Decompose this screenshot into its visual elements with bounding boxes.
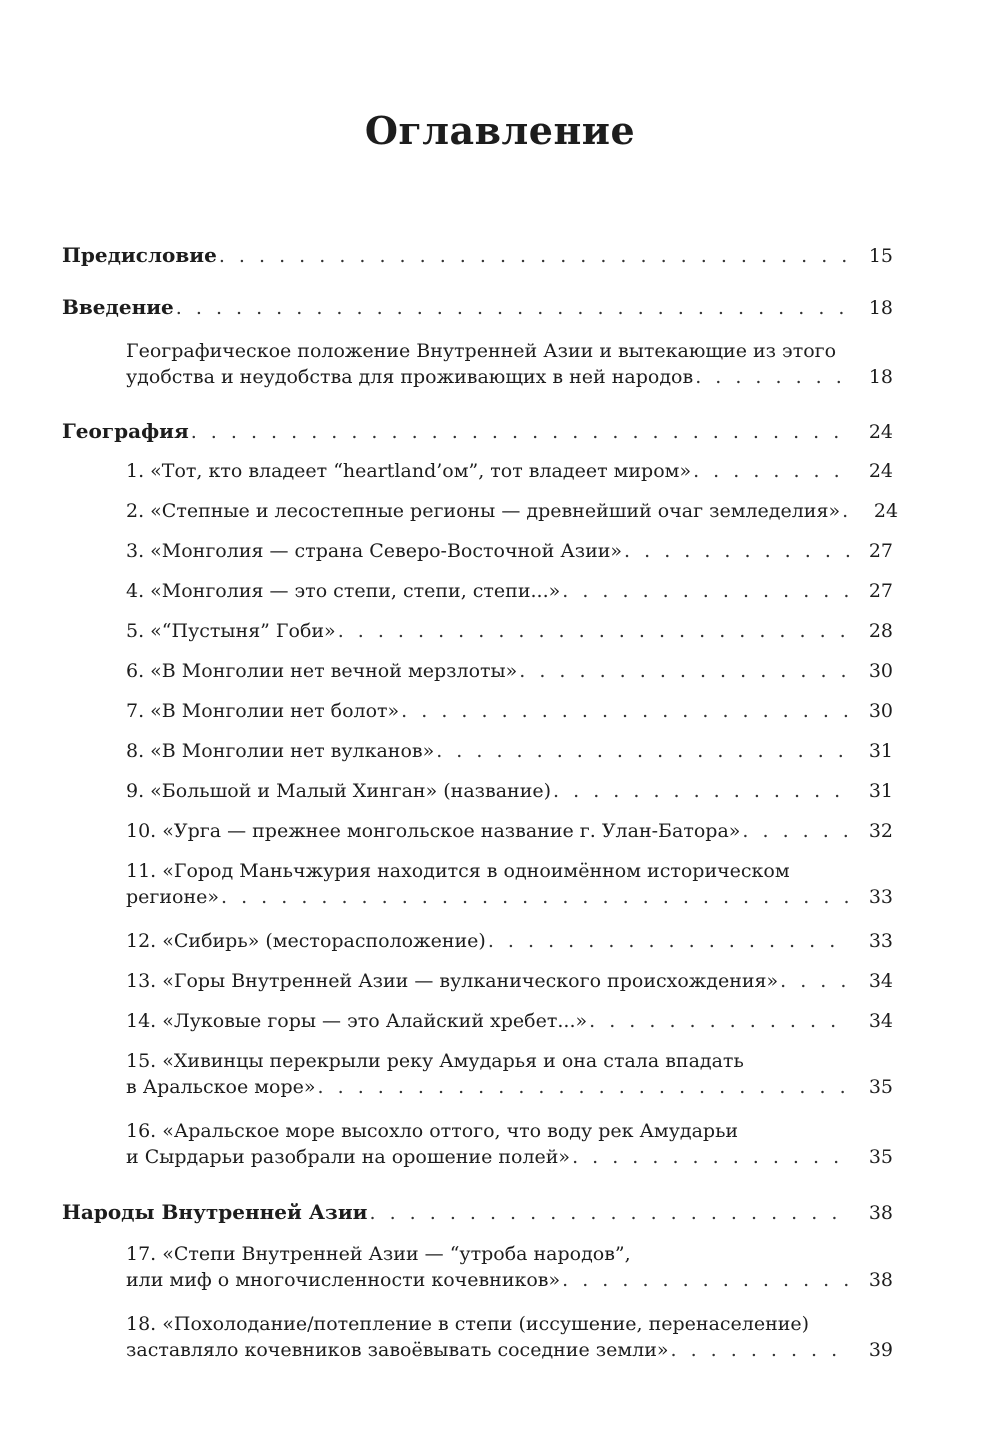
toc-entry-text: Предисловие [62,243,217,267]
toc-entry[interactable] [126,1118,893,1170]
dot-leader [221,884,851,910]
toc-entry[interactable] [126,818,893,844]
toc-entry-line [62,418,893,445]
toc-entry-line [126,1048,893,1074]
page-number: 28 [868,620,893,642]
dot-leader [401,698,851,724]
toc-section-entry[interactable] [62,294,893,321]
toc-entry[interactable] [126,658,893,684]
page-number: 15 [868,245,893,267]
page-number: 35 [868,1146,893,1168]
toc-entry[interactable] [126,858,893,910]
toc-entry[interactable] [126,968,893,994]
toc-entry-line [126,818,893,844]
page-number: 18 [868,366,893,388]
page-number: 24 [868,460,893,482]
toc-section-entry[interactable] [62,418,893,445]
toc-entry-text: 6. «В Монголии нет вечной мерзлоты» [126,660,518,682]
dot-leader [572,1144,851,1170]
toc-entry-line [62,242,893,269]
page-number: 38 [868,1269,893,1291]
toc-entry-line [126,1311,893,1337]
toc-entry[interactable] [126,578,893,604]
toc-entry-text: 3. «Монголия — страна Северо-Восточной Азии» [126,540,623,562]
dot-leader [436,738,851,764]
toc-entry-text: География [62,419,189,443]
toc-entry-text: 18. «Похолодание/потепление в степи (иссушение, перенаселение) [126,1313,810,1335]
dot-leader [519,658,851,684]
toc-entry-text: заставляло кочевников завоёвывать соседние земли» [126,1339,669,1361]
toc-entry-text: Географическое положение Внутренней Азии и вытекающие из этого [126,340,837,362]
toc-entry-line [126,1241,893,1267]
toc-entry-text: и Сырдарьи разобрали на орошение полей» [126,1146,571,1168]
toc-entry[interactable] [126,778,893,804]
toc-entry-line [126,738,893,764]
toc-entry[interactable] [126,1241,893,1293]
toc-entry-line [126,364,893,390]
dot-leader [553,778,851,804]
dot-leader [624,538,851,564]
toc-entry[interactable] [126,698,893,724]
dot-leader [562,1267,851,1293]
dot-leader [176,295,851,321]
toc-entry-line [126,1118,893,1144]
dot-leader [370,1200,852,1226]
toc-entry-text: 8. «В Монголии нет вулканов» [126,740,435,762]
toc-entry-text: 11. «Город Маньчжурия находится в одноимённом историческом [126,860,790,882]
toc-entry-text: 2. «Степные и лесостепные регионы — древнейший очаг земледелия» [126,500,841,522]
dot-leader [842,498,856,524]
page-number: 39 [868,1339,893,1361]
toc-entry-line [126,658,893,684]
toc-entry-line [126,338,893,364]
page-number: 30 [868,700,893,722]
toc-entry-text: 15. «Хивинцы перекрыли реку Амударья и она стала впадать [126,1050,744,1072]
toc-entry[interactable] [126,1048,893,1100]
toc-entry-line [126,498,899,524]
toc-entry-line [126,618,893,644]
dot-leader [695,364,851,390]
page-number: 30 [868,660,893,682]
toc-entry-text: 13. «Горы Внутренней Азии — вулканического происхождения» [126,970,779,992]
toc-entry-line [126,538,893,564]
toc-entry-line [126,884,893,910]
toc-entry-text: в Аральское море» [126,1076,316,1098]
toc-entry-text: 16. «Аральское море высохло оттого, что воду рек Амударьи [126,1120,739,1142]
toc-entry-text: удобства и неудобства для проживающих в ней народов [126,366,694,388]
toc-entry-line [62,1199,893,1226]
dot-leader [780,968,851,994]
dot-leader [219,243,851,269]
page-number: 24 [873,500,899,522]
page-number: 31 [868,740,893,762]
page-number: 33 [868,930,893,952]
toc-entry-line [126,1008,893,1034]
toc-entry-text: регионе» [126,886,219,908]
toc-entry-text: 5. «“Пустыня” Гоби» [126,620,336,642]
page-number: 38 [868,1202,893,1224]
toc-entry-text: 9. «Большой и Малый Хинган» (название) [126,780,552,802]
toc-entry[interactable] [126,458,893,484]
page-number: 31 [868,780,893,802]
toc-entry[interactable] [126,498,899,524]
page-number: 18 [868,297,893,319]
toc-entry-text: 14. «Луковые горы — это Алайский хребет...» [126,1010,588,1032]
toc-entry-text: 7. «В Монголии нет болот» [126,700,400,722]
page-number: 32 [868,820,893,842]
toc-entry-line [62,294,893,321]
toc-entry[interactable] [126,618,893,644]
page-number: 24 [868,421,893,443]
toc-section-entry[interactable] [62,1199,893,1226]
toc-entry-text: или миф о многочисленности кочевников» [126,1269,561,1291]
toc-entry-text: Народы Внутренней Азии [62,1200,368,1224]
page-number: 27 [868,540,893,562]
dot-leader [589,1008,851,1034]
toc-entry-line [126,928,893,954]
toc-entry-text: 17. «Степи Внутренней Азии — “утроба народов”, [126,1243,631,1265]
toc-entry-text: 12. «Сибирь» (месторасположение) [126,930,486,952]
toc-entry[interactable] [126,1008,893,1034]
page-number: 34 [868,970,893,992]
dot-leader [742,818,851,844]
dot-leader [318,1074,851,1100]
dot-leader [562,578,851,604]
toc-entry-line [126,778,893,804]
toc-entry-line [126,968,893,994]
toc-entry[interactable] [126,1311,893,1363]
toc-entry[interactable] [126,538,893,564]
toc-entry-line [126,458,893,484]
page-number: 27 [868,580,893,602]
page-title: Оглавление [364,108,636,153]
toc-entry-text: Введение [62,295,174,319]
toc-entry-line [126,1267,893,1293]
dot-leader [488,928,851,954]
toc-entry-text: 10. «Урга — прежнее монгольское название г. Улан-Батора» [126,820,741,842]
dot-leader [338,618,851,644]
toc-entry-line [126,1144,893,1170]
toc-entry[interactable] [126,338,893,390]
toc-entry-line [126,578,893,604]
toc-entry-line [126,1337,893,1363]
toc-entry[interactable] [126,738,893,764]
toc-entry-line [126,1074,893,1100]
toc-section-entry[interactable] [62,242,893,269]
page-number: 35 [868,1076,893,1098]
dot-leader [671,1337,852,1363]
toc-entry-text: 4. «Монголия — это степи, степи, степи...» [126,580,561,602]
page-number: 33 [868,886,893,908]
dot-leader [693,458,851,484]
toc-entry-line [126,698,893,724]
toc-entry-line [126,858,893,884]
page-number: 34 [868,1010,893,1032]
dot-leader [191,419,851,445]
toc-entry[interactable] [126,928,893,954]
toc-entry-text: 1. «Тот, кто владеет “heartland’ом”, тот владеет миром» [126,460,692,482]
